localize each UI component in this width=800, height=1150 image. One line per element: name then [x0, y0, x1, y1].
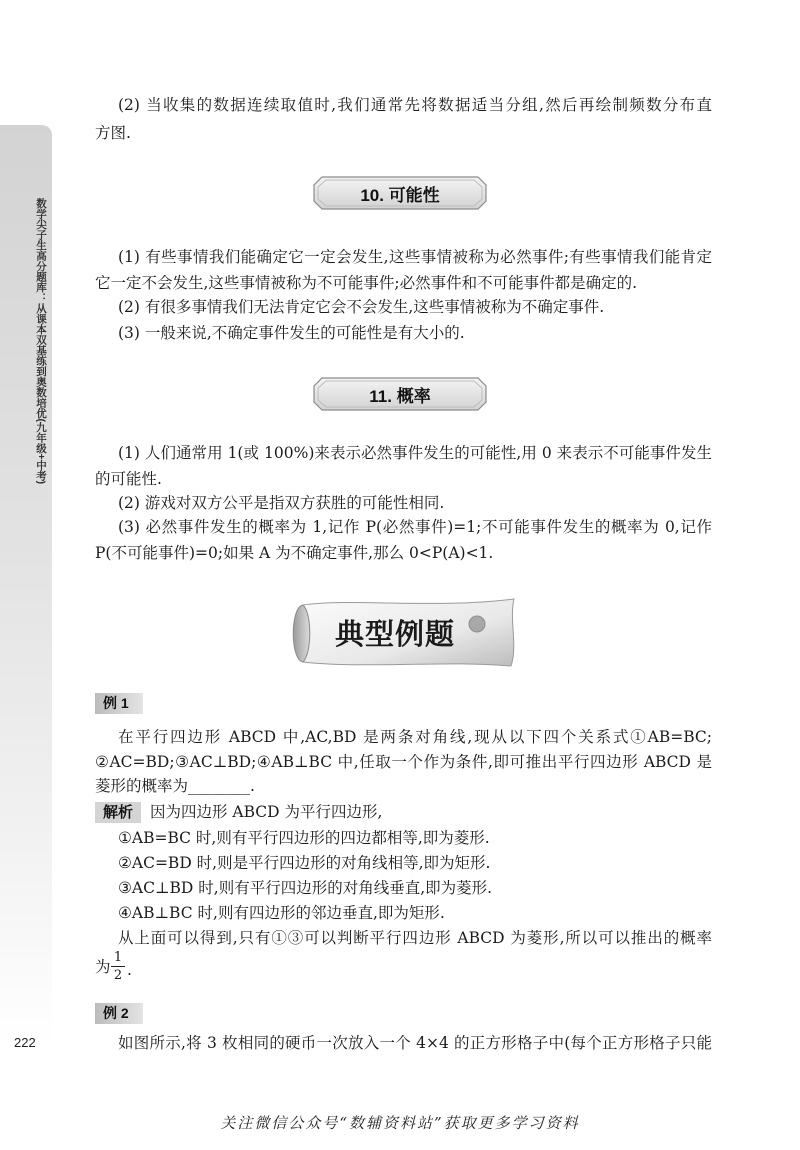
analysis-line-5: ④AB⊥BC 时,则有四边形的邻边垂直,即为矩形. [118, 904, 445, 922]
section-heading: 11. 概率 [369, 386, 431, 406]
answer-prefix: 为 [95, 958, 111, 976]
section-11-line-2: 的可能性. [95, 470, 162, 488]
section-11-line-1: (1) 人们通常用 1(或 100%)来表示必然事件发生的可能性,用 0 来表示不可能事件发生 [118, 444, 712, 462]
typical-examples-title: 典型例题 [334, 617, 455, 651]
fraction-bar [111, 966, 125, 967]
section-10-line-2: 它一定不会发生,这些事情被称为不可能事件;必然事件和不可能事件都是确定的. [95, 274, 638, 292]
section-11-line-4: (3) 必然事件发生的概率为 1,记作 P(必然事件)=1;不可能事件发生的概率为 0,记作 [118, 518, 712, 536]
analysis-line-1: 因为四边形 ABCD 为平行四边形, [150, 803, 383, 821]
example-2-question-line-1: 如图所示,将 3 枚相同的硬币一次放入一个 4×4 的正方形格子中(每个正方形格子只能 [118, 1034, 712, 1052]
analysis-line-6: 从上面可以得到,只有①③可以判断平行四边形 ABCD 为菱形,所以可以推出的概率 [118, 929, 712, 947]
section-heading-banner [313, 176, 487, 210]
example-1-question-line-3: 菱形的概率为________. [95, 777, 255, 795]
intro-line-1: (2) 当收集的数据连续取值时,我们通常先将数据适当分组,然后再绘制频数分布直 [118, 96, 712, 114]
section-10-line-4: (3) 一般来说,不确定事件发生的可能性是有大小的. [118, 324, 465, 342]
fraction-numerator: 1 [113, 950, 123, 965]
analysis-line-3: ②AC=BD 时,则是平行四边形的对角线相等,即为矩形. [118, 854, 491, 872]
intro-line-2: 方图. [95, 124, 131, 142]
book-title-vertical: 数学尖子生高分题库：从课本双基练到奥数培优(九年级+中考) [35, 198, 47, 485]
section-heading-banner [313, 377, 487, 411]
answer-suffix: . [127, 961, 132, 979]
example-1-label: 例 1 [95, 693, 143, 714]
example-1-question-line-2: ②AC=BD;③AC⊥BD;④AB⊥BC 中,任取一个作为条件,即可推出平行四边形 ABCD 是 [95, 753, 712, 771]
page-number: 222 [14, 1035, 36, 1050]
fraction-denominator: 2 [113, 968, 123, 983]
analysis-line-2: ①AB=BC 时,则有平行四边形的四边都相等,即为菱形. [118, 829, 490, 847]
typical-examples-banner [285, 595, 520, 670]
analysis-line-4: ③AC⊥BD 时,则有平行四边形的对角线垂直,即为菱形. [118, 879, 493, 897]
section-heading: 10. 可能性 [360, 185, 440, 205]
footer-note: 关注微信公众号“数辅资料站”获取更多学习资料 [220, 1114, 580, 1132]
section-11-line-5: P(不可能事件)=0;如果 A 为不确定事件,那么 0<P(A)<1. [95, 544, 494, 562]
section-10-line-1: (1) 有些事情我们能确定它一定会发生,这些事情被称为必然事件;有些事情我们能肯定 [118, 248, 712, 266]
example-2-label: 例 2 [95, 1003, 143, 1024]
section-11-line-3: (2) 游戏对双方公平是指双方获胜的可能性相同. [118, 494, 445, 512]
example-1-question-line-1: 在平行四边形 ABCD 中,AC,BD 是两条对角线,现从以下四个关系式①AB=BC; [118, 728, 712, 746]
analysis-label: 解析 [95, 802, 141, 823]
section-10-line-3: (2) 有很多事情我们无法肯定它会不会发生,这些事情被称为不确定事件. [118, 298, 605, 316]
